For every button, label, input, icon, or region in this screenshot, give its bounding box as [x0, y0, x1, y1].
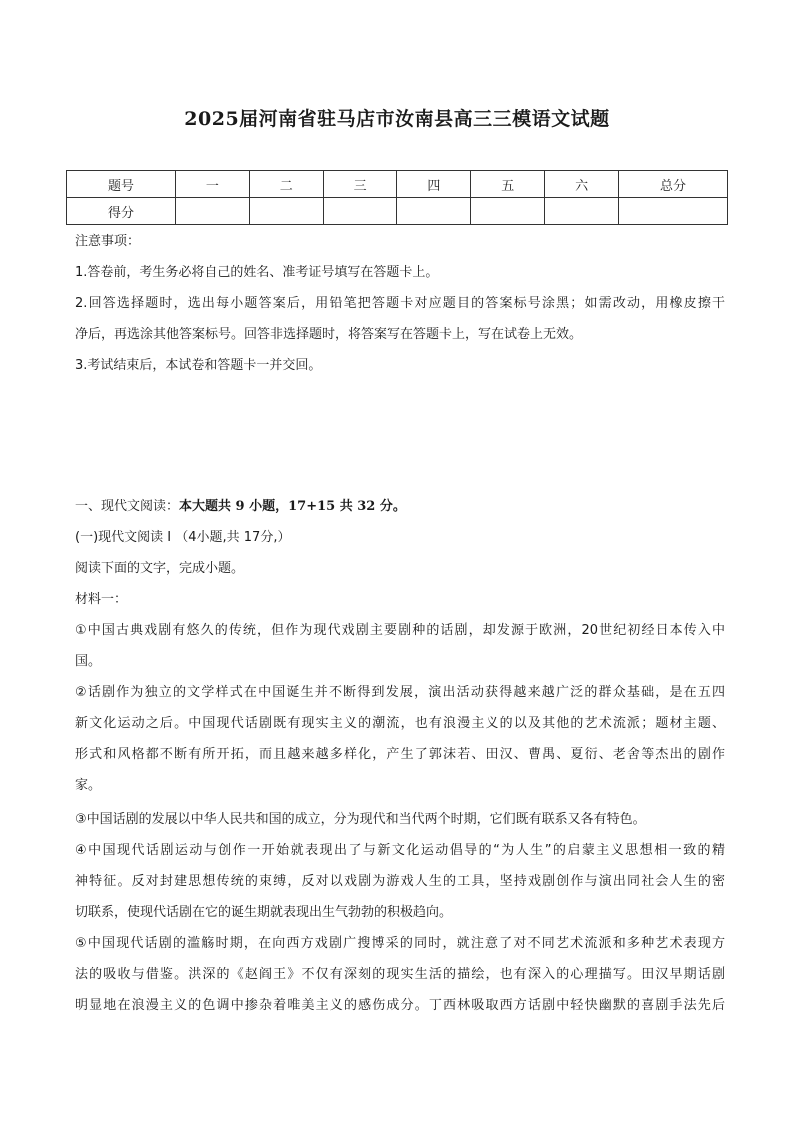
paragraph-5-line-2: 法的吸收与借鉴。洪深的《赵阎王》不仅有深刻的现实生活的描绘，也有深入的心理描写。田汉早期话剧	[75, 967, 725, 982]
paragraph-2-line-2: 新文化运动之后。中国现代话剧既有现实主义的潮流，也有浪漫主义的以及其他的艺术流派；题材主题、	[75, 716, 725, 731]
score-cell[interactable]	[397, 198, 471, 225]
material-label: 材料一：	[75, 592, 128, 607]
paragraph-2-line-1: ②话剧作为独立的文学样式在中国诞生并不断得到发展，演出活动获得越来越广泛的群众基础，是在五四	[75, 685, 725, 700]
notice-item-2-line-2: 净后，再选涂其他答案标号。回答非选择题时，将答案写在答题卡上，写在试卷上无效。	[75, 327, 583, 342]
section-prefix: 一、现代文阅读：	[75, 499, 180, 514]
paragraph-4-line-3: 切联系，使现代话剧在它的诞生期就表现出生气勃勃的积极趋向。	[75, 905, 453, 920]
score-cell[interactable]	[176, 198, 250, 225]
paragraph-1-line-2: 国。	[75, 654, 102, 669]
score-row-label: 得分	[67, 198, 176, 225]
paragraph-5-line-3: 明显地在浪漫主义的色调中掺杂着唯美主义的感伤成分。丁西林吸取西方话剧中轻快幽默的喜剧手法先后	[75, 998, 725, 1013]
header-cell-2: 二	[249, 171, 323, 198]
score-cell-total[interactable]	[619, 198, 728, 225]
page-title: 2025届河南省驻马店市汝南县高三三模语文试题	[184, 108, 610, 130]
paragraph-4-line-2: 神特征。反对封建思想传统的束缚，反对以戏剧为游戏人生的工具，坚持戏剧创作与演出同社会人生的密	[75, 874, 725, 889]
notice-heading: 注意事项：	[75, 234, 141, 249]
paragraph-2-line-4: 家。	[75, 778, 102, 793]
score-table-score-row	[67, 198, 728, 225]
paragraph-2-line-3: 形式和风格都不断有所开拓，而且越来越多样化，产生了郭沫若、田汉、曹禺、夏衍、老舍等杰出的剧作	[75, 747, 725, 762]
paragraph-3-line-1: ③中国话剧的发展以中华人民共和国的成立，分为现代和当代两个时期，它们既有联系又各有特色。	[75, 812, 646, 827]
score-cell[interactable]	[323, 198, 397, 225]
header-cell-1: 一	[176, 171, 250, 198]
header-cell-4: 四	[397, 171, 471, 198]
score-cell[interactable]	[545, 198, 619, 225]
paragraph-1-line-1: ①中国古典戏剧有悠久的传统，但作为现代戏剧主要剧种的话剧，却发源于欧洲，20世纪初经日本传入中	[75, 623, 725, 638]
header-cell-total: 总分	[619, 171, 728, 198]
header-cell-6: 六	[545, 171, 619, 198]
score-cell[interactable]	[249, 198, 323, 225]
section-description: 本大题共 9 小题，17+15 共 32 分。	[179, 499, 406, 514]
paragraph-5-line-1: ⑤中国现代话剧的滥觞时期，在向西方戏剧广搜博采的同时，就注意了对不同艺术流派和多种艺术表现方	[75, 936, 725, 951]
header-cell-5: 五	[471, 171, 545, 198]
notice-item-3: 3.考试结束后，本试卷和答题卡一并交回。	[75, 358, 322, 373]
header-cell-question-number: 题号	[67, 171, 176, 198]
subsection-heading: (一)现代文阅读 I （4小题,共 17分,）	[75, 530, 291, 545]
header-cell-3: 三	[323, 171, 397, 198]
notice-item-2-line-1: 2.回答选择题时，选出每小题答案后，用铅笔把答题卡对应题目的答案标号涂黑；如需改动，用橡皮擦干	[75, 296, 725, 311]
section-heading	[75, 499, 725, 515]
paragraph-4-line-1: ④中国现代话剧运动与创作一开始就表现出了与新文化运动倡导的“为人生”的启蒙主义思想相一致的精	[75, 843, 725, 858]
score-table	[66, 170, 728, 225]
reading-instruction: 阅读下面的文字，完成小题。	[75, 561, 245, 576]
score-cell[interactable]	[471, 198, 545, 225]
score-table-header-row	[67, 171, 728, 198]
notice-item-1: 1.答卷前，考生务必将自己的姓名、准考证号填写在答题卡上。	[75, 265, 439, 280]
